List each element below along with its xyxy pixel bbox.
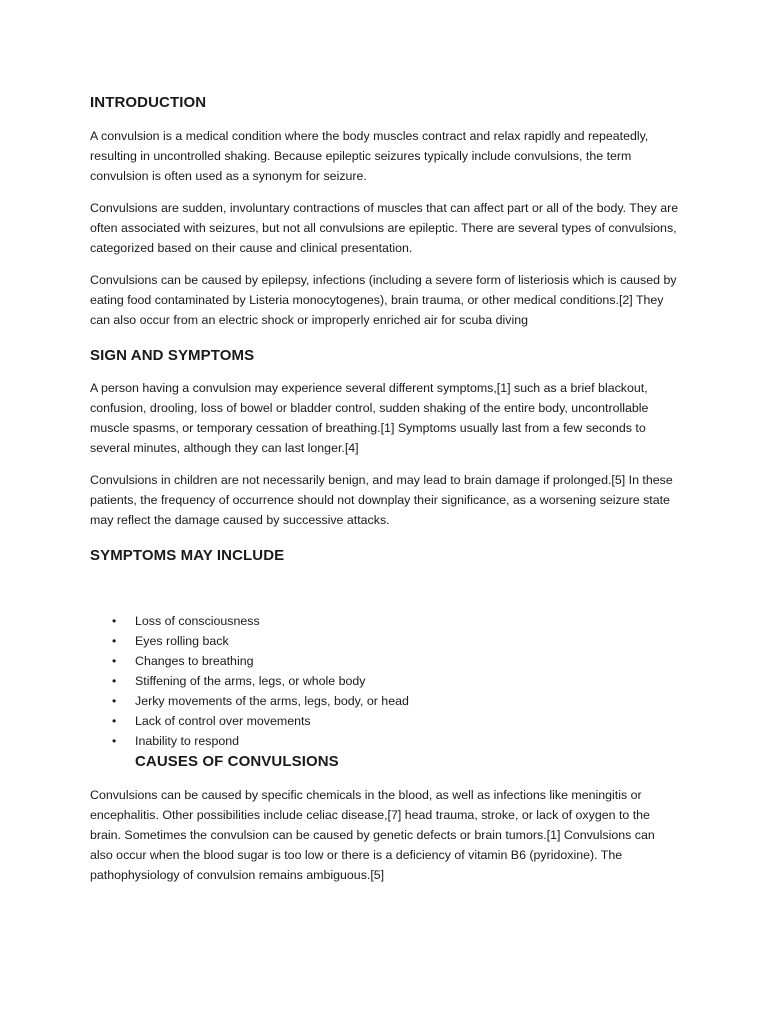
list-item-text: Eyes rolling back (135, 634, 229, 648)
section-heading-introduction: INTRODUCTION (90, 94, 207, 111)
intro-paragraph-2: Convulsions are sudden, involuntary contractions of muscles that can affect part or all of the body. They are often associated with seizures, but not all convulsions are epileptic. There are several types of convulsions, categorized based on their cause and clinical presentation. (90, 201, 679, 255)
intro-paragraph-1: A convulsion is a medical condition where the body muscles contract and relax rapidly and repeatedly, resulting in uncontrolled shaking. Because epileptic seizures typically include convulsions, the term convulsion is often used as a synonym for seizure. (90, 129, 649, 183)
section-heading-causes-of-convulsions: CAUSES OF CONVULSIONS (135, 753, 339, 770)
list-item (90, 711, 680, 731)
bullet-icon: • (112, 734, 117, 748)
list-item (90, 631, 680, 651)
list-item-text: Lack of control over movements (135, 714, 311, 728)
bullet-icon: • (112, 614, 117, 628)
list-item-text: Inability to respond (135, 734, 240, 748)
list-item (90, 611, 680, 631)
symptom-list (90, 611, 680, 751)
document-page (90, 94, 680, 885)
bullet-icon: • (112, 714, 117, 728)
list-item-text: Jerky movements of the arms, legs, body, or head (135, 694, 409, 708)
bullet-icon: • (112, 634, 117, 648)
signs-paragraph-2: Convulsions in children are not necessarily benign, and may lead to brain damage if prolonged.[5] In these patients, the frequency of occurrence should not downplay their significance, as a worsening seizure state may reflect the damage caused by successive attacks. (90, 473, 673, 527)
intro-paragraph-3: Convulsions can be caused by epilepsy, infections (including a severe form of listeriosis which is caused by eating food contaminated by Listeria monocytogenes), brain trauma, or other medical conditions.[2] They can also occur from an electric shock or improperly enriched air for scuba diving (90, 273, 677, 327)
bullet-icon: • (112, 674, 117, 688)
list-item (90, 691, 680, 711)
list-item-text: Stiffening of the arms, legs, or whole body (135, 674, 366, 688)
section-heading-symptoms-may-include: SYMPTOMS MAY INCLUDE (90, 547, 285, 564)
list-item-text: Changes to breathing (135, 654, 254, 668)
list-item-text: Loss of consciousness (135, 614, 260, 628)
bullet-icon: • (112, 694, 117, 708)
signs-paragraph-1: A person having a convulsion may experience several different symptoms,[1] such as a brief blackout, confusion, drooling, loss of bowel or bladder control, sudden shaking of the entire body, uncontrollable muscle spasms, or temporary cessation of breathing.[1] Symptoms usually last from a few seconds to several minutes, although they can last longer.[4] (90, 381, 649, 455)
list-item (90, 731, 680, 751)
bullet-icon: • (112, 654, 117, 668)
section-heading-sign-and-symptoms: SIGN AND SYMPTOMS (90, 347, 255, 364)
list-item (90, 651, 680, 671)
causes-paragraph-1: Convulsions can be caused by specific chemicals in the blood, as well as infections like meningitis or encephalitis. Other possibilities include celiac disease,[7] head trauma, stroke, or lack of oxygen to the brain. Sometimes the convulsion can be caused by genetic defects or brain tumors.[1] Convulsions can also occur when the blood sugar is too low or there is a deficiency of vitamin B6 (pyridoxine). The pathophysiology of convulsion remains ambiguous.[5] (90, 788, 655, 882)
list-item (90, 671, 680, 691)
